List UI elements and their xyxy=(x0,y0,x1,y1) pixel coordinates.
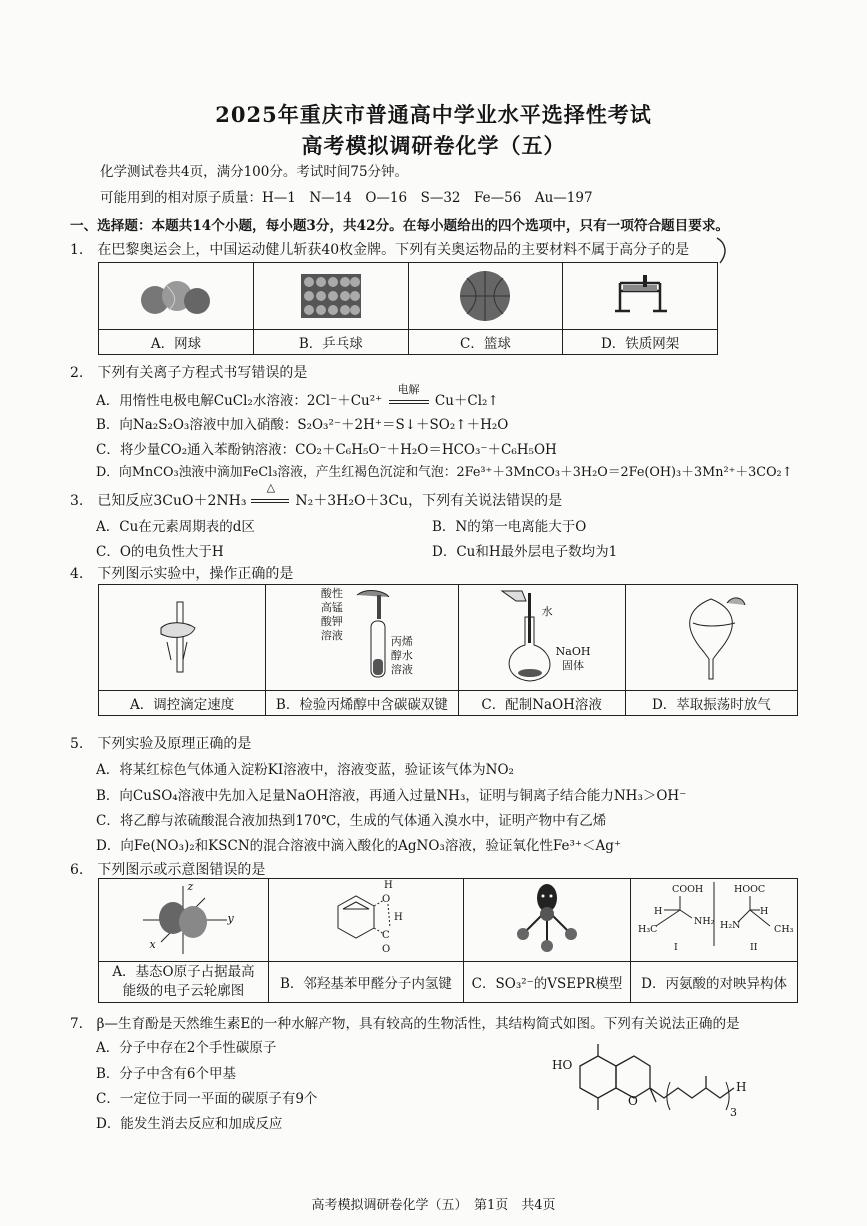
q5-option-d[interactable]: D．向Fe(NO₃)₂和KSCN的混合溶液中滴入酸化的AgNO₃溶液，验证氧化性Fe³⁺＜Ag⁺ xyxy=(96,838,622,854)
mol-h2-label: H xyxy=(393,912,403,923)
ping-pong-image xyxy=(254,263,409,330)
ho-label: HO xyxy=(552,1058,573,1072)
q3-option-a[interactable]: A．Cu在元素周期表的d区 xyxy=(96,519,255,535)
dumbbell-orbital-icon xyxy=(123,880,243,960)
q3-option-c[interactable]: C．O的电负性大于H xyxy=(96,544,224,560)
vsepr-image xyxy=(463,879,630,962)
q7-option-b[interactable]: B．分子中含有6个甲基 xyxy=(96,1066,237,1082)
q2-a-condition: 电解 xyxy=(397,383,420,396)
axis-y-label: y xyxy=(227,912,234,925)
q4-stem: 4. 下列图示实验中，操作正确的是 xyxy=(70,566,294,582)
mol-o2-label: O xyxy=(381,944,391,955)
q6-a-line1: A．基态O原子占据最高 xyxy=(112,964,255,980)
hooc-label: HOOC xyxy=(734,884,766,895)
q4-option-c[interactable]: C．配制NaOH溶液 xyxy=(458,691,625,716)
q7-option-d[interactable]: D．能发生消去反应和加成反应 xyxy=(96,1116,283,1132)
basketball-image xyxy=(408,263,563,330)
ch3-label: CH₃ xyxy=(774,924,794,935)
separatory-funnel-image xyxy=(625,585,797,691)
q4-options-table xyxy=(98,584,798,716)
exam-title: 2025年重庆市普通高中学业水平选择性考试 xyxy=(215,102,652,127)
dropper-tube-icon xyxy=(347,587,397,683)
q1-option-a[interactable]: A．网球 xyxy=(99,330,254,355)
hydrogen-bond-image xyxy=(268,879,463,962)
q3-condition: △ xyxy=(266,481,276,494)
b-label-4: 溶液 xyxy=(320,629,343,642)
q2-option-d[interactable]: D．向MnCO₃浊液中滴加FeCl₃溶液，产生红褐色沉淀和气泡：2Fe³⁺＋3MnCO₃＋3H₂O＝2Fe(OH)₃＋3Mn²⁺＋3CO₂↑ xyxy=(96,465,793,480)
titration-image xyxy=(99,585,266,691)
enantiomer-bonds-icon xyxy=(634,880,794,960)
roman-2-label: II xyxy=(750,942,758,953)
nh2-label: NH₂ xyxy=(694,916,715,927)
q7-option-a[interactable]: A．分子中存在2个手性碳原子 xyxy=(96,1040,277,1056)
c-label-naoh: NaOH xyxy=(555,645,591,658)
q2-option-b[interactable]: B．向Na₂S₂O₃溶液中加入硝酸：S₂O₃²⁻＋2H⁺＝S↓＋SO₂↑＋H₂O xyxy=(96,417,509,433)
q2-stem: 2. 下列有关离子方程式书写错误的是 xyxy=(70,365,308,381)
tennis-ball-image xyxy=(99,263,254,330)
permanganate-test-image xyxy=(266,585,458,691)
q5-stem: 5. 下列实验及原理正确的是 xyxy=(70,736,252,752)
tocopherol-skeleton-icon xyxy=(550,1036,750,1126)
roman-1-label: I xyxy=(674,942,678,953)
q2-a-lhs: A．用惰性电极电解CuCl₂水溶液：2Cl⁻＋Cu²⁺ xyxy=(96,393,383,409)
q6-a-line2: 能级的电子云轮廓图 xyxy=(122,983,245,999)
q6-option-c[interactable]: C．SO₃²⁻的VSEPR模型 xyxy=(463,962,630,1003)
q5-option-a[interactable]: A．将某红棕色气体通入淀粉KI溶液中，溶液变蓝，验证该气体为NO₂ xyxy=(96,762,514,778)
h-right-label: H xyxy=(760,906,769,917)
q6-option-b[interactable]: B．邻羟基苯甲醛分子内氢键 xyxy=(268,962,463,1003)
q6-option-d[interactable]: D．丙氨酸的对映异构体 xyxy=(631,962,798,1003)
handwritten-mark-icon xyxy=(712,235,734,265)
page-footer: 高考模拟调研卷化学（五） 第1页 共4页 xyxy=(311,1198,556,1213)
q5-option-c[interactable]: C．将乙醇与浓硫酸混合液加热到170℃，生成的气体通入溴水中，证明产物中有乙烯 xyxy=(96,813,607,829)
b-label-5: 丙烯 xyxy=(390,635,413,648)
mol-h-label: H xyxy=(383,880,393,891)
q2-option-a[interactable] xyxy=(96,383,499,409)
b-label-1: 酸性 xyxy=(320,587,343,600)
q7-stem: 7. β—生育酚是天然维生素E的一种水解产物，具有较高的生物活性，其结构简式如图。下列有关说法正确的是 xyxy=(70,1016,740,1032)
c-label-water: 水 xyxy=(541,605,553,618)
q7-option-c[interactable]: C．一定位于同一平面的碳原子有9个 xyxy=(96,1091,318,1107)
cooh-label: COOH xyxy=(672,884,704,895)
q6-option-a[interactable] xyxy=(99,962,269,1003)
q3-stem-lhs: 3. 已知反应3CuO＋2NH₃ xyxy=(70,493,247,509)
heat-arrow xyxy=(251,481,291,509)
q3-stem xyxy=(70,481,563,510)
axis-x-label: x xyxy=(149,938,156,951)
tocopherol-structure xyxy=(550,1036,750,1126)
axis-z-label: z xyxy=(187,880,194,893)
electrolysis-arrow xyxy=(387,383,431,409)
b-label-7: 溶液 xyxy=(390,663,413,676)
q4-option-b[interactable]: B．检验丙烯醇中含碳碳双键 xyxy=(266,691,458,716)
c-label-solid: 固体 xyxy=(562,659,585,672)
b-label-6: 醇水 xyxy=(390,649,413,662)
h2n-label: H₂N xyxy=(720,920,741,931)
q4-option-d[interactable]: D．萃取振荡时放气 xyxy=(625,691,797,716)
q6-options-table xyxy=(98,878,798,1003)
q3-option-b[interactable]: B．N的第一电离能大于O xyxy=(432,519,587,535)
q4-option-a[interactable]: A．调控滴定速度 xyxy=(99,691,266,716)
section-heading: 一、选择题：本题共14个小题，每小题3分，共42分。在每小题给出的四个选项中，只有一项符合题目要求。 xyxy=(70,218,730,234)
q1-stem: 1. 在巴黎奥运会上，中国运动健儿斩获40枚金牌。下列有关奥运物品的主要材料不属于高分子的是 xyxy=(70,242,690,258)
alanine-enantiomers-image xyxy=(631,879,798,962)
q2-a-rhs: Cu＋Cl₂↑ xyxy=(434,393,499,409)
q1-option-c[interactable]: C．篮球 xyxy=(408,330,563,355)
q1-option-d[interactable]: D．铁质网架 xyxy=(563,330,718,355)
exam-info: 化学测试卷共4页，满分100分。考试时间75分钟。 xyxy=(100,164,409,180)
q1-option-b[interactable]: B．乒乓球 xyxy=(254,330,409,355)
mol-c-label: C xyxy=(381,930,390,941)
ring-o-label: O xyxy=(628,1094,638,1108)
q6-stem: 6. 下列图示或示意图错误的是 xyxy=(70,862,266,878)
q2-option-c[interactable]: C．将少量CO₂通入苯酚钠溶液：CO₂＋C₆H₅O⁻＋H₂O＝HCO₃⁻＋C₆H₅OH xyxy=(96,442,557,458)
exam-subtitle: 高考模拟调研卷化学（五） xyxy=(301,133,566,158)
h3c-label: H₃C xyxy=(638,924,658,935)
q5-option-b[interactable]: B．向CuSO₄溶液中先加入足量NaOH溶液，再通入过量NH₃，证明与铜离子结合能力NH₃＞OH⁻ xyxy=(96,788,687,804)
q3-option-d[interactable]: D．Cu和H最外层电子数均为1 xyxy=(432,544,618,560)
b-label-2: 高锰 xyxy=(320,601,343,614)
b-label-3: 酸钾 xyxy=(320,615,343,628)
iron-net-frame-image xyxy=(563,263,718,330)
mol-o-label: O xyxy=(381,894,391,905)
orbital-image xyxy=(99,879,269,962)
h-left-label: H xyxy=(654,906,663,917)
repeat-3-label: 3 xyxy=(730,1106,737,1119)
naoh-solution-image xyxy=(458,585,625,691)
q1-options-table xyxy=(98,262,718,355)
atomic-mass-info: 可能用到的相对原子质量：H—1 N—14 O—16 S—32 Fe—56 Au—197 xyxy=(100,190,593,206)
end-h-label: H xyxy=(736,1080,747,1094)
q3-stem-rhs: N₂＋3H₂O＋3Cu，下列有关说法错误的是 xyxy=(295,493,563,509)
